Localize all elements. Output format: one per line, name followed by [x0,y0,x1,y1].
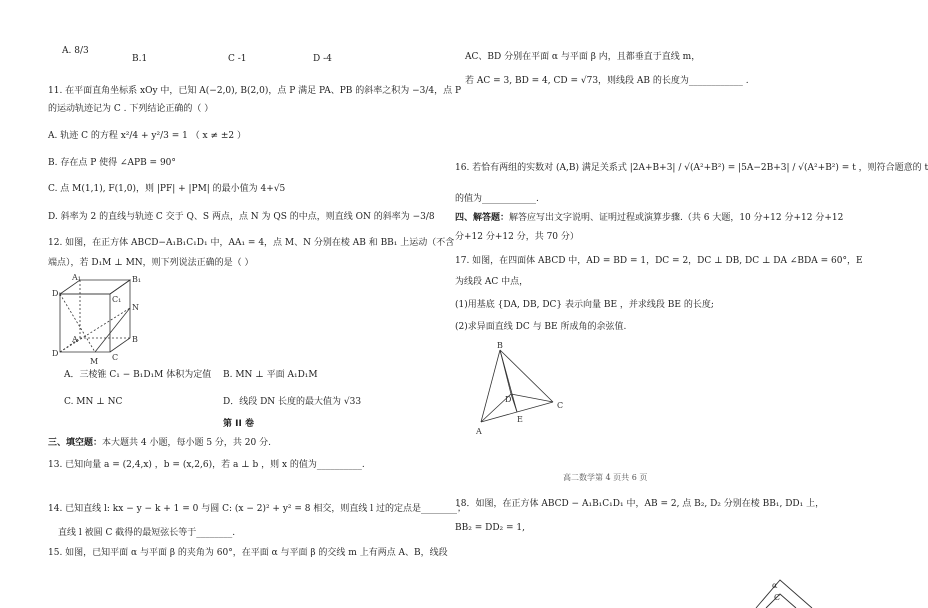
q15-line-2: AC、BD 分别在平面 α 与平面 β 内，且都垂直于直线 m， [465,52,701,62]
q12-option-a: A．三棱锥 C₁ − B₁D₁M 体积为定值 [64,370,212,380]
tetra-label-a: A [476,427,482,436]
q17-part-2: (2)求异面直线 DC 与 BE 所成角的余弦值. [455,322,627,332]
solve-section [455,213,843,224]
fill-in-section [48,438,271,449]
tetrahedron-figure [475,338,575,438]
part-2-title: 第 II 卷 [223,419,254,429]
corner-label-c: C [774,593,781,602]
q17-part-1: (1)用基底 {DA, DB, DC} 表示向量 BE ，并求线段 BE 的长度; [455,300,714,310]
q18-line-2: BB₂ = DD₂ = 1, [455,523,525,533]
q12-option-b: B. MN ⊥ 平面 A₁D₁M [223,370,318,380]
q11-option-a: A. 轨迹 C 的方程 x²/4 + y²/3 = 1 （ x ≠ ±2 ） [48,131,247,141]
tetra-label-d: D [505,395,512,404]
q15-line-1: 15. 如图，已知平面 α 与平面 β 的夹角为 60°，在平面 α 与平面 β 的交线 m 上有两点 A、B，线段 [48,548,448,558]
q15-line-3: 若 AC = 3, BD = 4, CD = √73，则线段 AB 的长度为____________ . [465,76,749,86]
q10-option-d: D -4 [313,54,332,64]
corner-label-alpha: α [772,581,778,590]
tetra-label-e: E [517,415,523,424]
q17-line-1: 17. 如图，在四面体 ABCD 中，AD = BD = 1，DC = 2，DC ⊥ DB, DC ⊥ DA ∠BDA = 60°，E [455,256,863,266]
tetra-label-c: C [557,401,564,410]
q14-line-2: 直线 l 被圆 C 截得的最短弦长等于________. [58,528,236,538]
q10-option-c: C -1 [228,54,247,64]
solve-description-2: 分+12 分+12 分，共 70 分） [455,232,579,242]
q11-stem-1: 11. 在平面直角坐标系 xOy 中，已知 A(−2,0), B(2,0)，点 P 满足 PA、PB 的斜率之积为 −3/4，点 P [48,86,462,96]
q12-option-d: D．线段 DN 长度的最大值为 √33 [223,397,362,407]
q17-line-2: 为线段 AC 中点， [455,277,529,287]
q16-line-2: 的值为____________. [455,194,539,204]
q12-option-c: C. MN ⊥ NC [64,397,123,407]
page-footer: 高二数学第 4 页共 6 页 [563,473,648,482]
q16-line-1: 16. 若恰有两组的实数对 (A,B) 满足关系式 |2A+B+3| / √(A²+B²) = |5A−2B+3| / √(A²+B²) = t ，则符合题意的 t [455,163,928,173]
q10-option-a: A. 8/3 [62,46,89,56]
fill-in-header: 三、填空题： [48,438,103,448]
q12-stem-2: 端点），若 D₁M ⊥ MN，则下列说法正确的是（ ） [48,258,254,268]
corner-plane-figure [752,570,852,608]
cube-label-a1: A₁ [72,273,81,282]
cube-label-d1: D₁ [52,289,62,298]
cube-figure [50,274,142,366]
q14-line-1: 14. 已知直线 l: kx − y − k + 1 = 0 与圆 C: (x − 2)² + y² = 8 相交，则直线 l 过的定点是________； [48,504,466,514]
q10-option-b: B.1 [132,54,148,64]
q11-option-b: B. 存在点 P 使得 ∠APB = 90° [48,158,176,168]
q11-option-d: D. 斜率为 2 的直线与轨迹 C 交于 Q、S 两点，点 N 为 QS 的中点，则直线 ON 的斜率为 −3/8 [48,212,435,222]
q12-stem-1: 12. 如图，在正方体 ABCD−A₁B₁C₁D₁ 中，AA₁ = 4，点 M、N 分别在棱 AB 和 BB₁ 上运动（不含 [48,238,455,248]
q11-stem-2: 的运动轨迹记为 C . 下列结论正确的（ ） [48,104,214,114]
cube-label-a: A [72,335,78,344]
tetra-label-b: B [497,341,503,350]
q11-option-c: C. 点 M(1,1), F(1,0)，则 |PF| + |PM| 的最小值为 4+√5 [48,184,286,194]
cube-label-b: B [132,335,138,344]
cube-label-c: C [112,353,119,362]
cube-label-m: M [90,357,99,366]
solve-description-1: 解答应写出文字说明、证明过程或演算步骤.（共 6 大题，10 分+12 分+12 分+12 [509,213,844,223]
cube-label-b1: B₁ [132,275,142,284]
q13: 13. 已知向量 a = (2,4,x) ，b = (x,2,6)，若 a ⊥ b ，则 x 的值为__________. [48,460,365,470]
cube-label-c1: C₁ [112,295,122,304]
cube-label-n: N [132,303,139,312]
solve-header: 四、解答题： [455,213,510,223]
fill-in-description: 本大题共 4 小题，每小题 5 分，共 20 分. [102,438,271,448]
cube-label-d: D [52,349,59,358]
q18-line-1: 18．如图，在正方体 ABCD − A₁B₁C₁D₁ 中，AB = 2, 点 B₂, D₂ 分别在棱 BB₁, DD₁ 上， [455,499,825,509]
